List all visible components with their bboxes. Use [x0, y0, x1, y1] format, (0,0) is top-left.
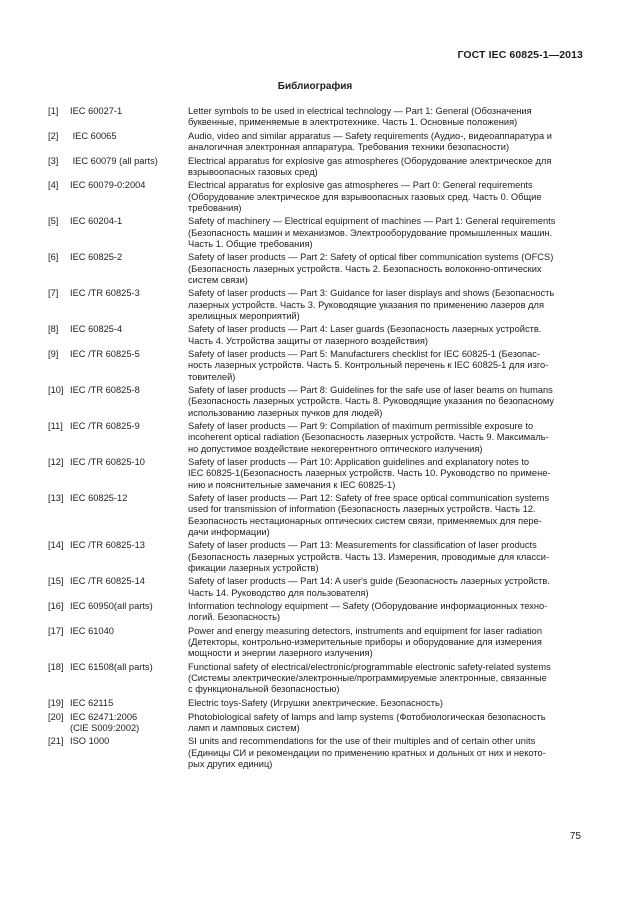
entry-text-line: Safety of laser products — Part 4: Laser guards (Безопасность лазерных устройств.	[188, 324, 542, 335]
entry-text-line: зрелищных мероприятий)	[188, 310, 300, 321]
bibliography-entry	[48, 712, 584, 734]
entry-code-main: IEC 62471:2006	[70, 711, 138, 722]
entry-text-line: Часть 4. Устройства защиты от лазерного воздействия)	[188, 335, 429, 346]
entry-text-line: Photobiological safety of lamps and lamp systems (Фотобиологическая безопасность	[188, 711, 546, 722]
entry-code-main: ISO 1000	[70, 736, 110, 747]
entry-number: [13]	[48, 493, 64, 504]
entry-text	[188, 698, 584, 709]
entry-text-line: (Безопасность лазерных устройств. Часть 2. Безопасность волоконно-оптических	[188, 263, 542, 274]
entry-code-main: IEC /TR 60825-10	[70, 457, 145, 468]
bibliography-entry	[48, 601, 584, 623]
bibliography-entry	[48, 662, 584, 696]
entry-code-main: IEC 60825-12	[70, 493, 128, 504]
entry-text-line: Safety of laser products — Part 8: Guidelines for the safe use of laser beams on humans	[188, 385, 553, 396]
bibliography-entry	[48, 216, 584, 250]
entry-code-main: IEC 60079 (all parts)	[70, 155, 158, 166]
bibliography-entry	[48, 349, 584, 383]
entry-number: [20]	[48, 711, 64, 722]
entry-code	[70, 712, 188, 734]
entry-text	[188, 421, 584, 455]
entry-code	[70, 601, 188, 623]
entry-text-line: Letter symbols to be used in electrical technology — Part 1: General (Обозначения	[188, 106, 532, 116]
entry-text	[188, 252, 584, 286]
entry-text-line: Electrical apparatus for explosive gas atmospheres (Оборудование электрическое для	[188, 155, 552, 166]
entry-text	[188, 626, 584, 660]
entry-text	[188, 180, 584, 214]
bibliography-entry	[48, 626, 584, 660]
entry-code-main: IEC 60079-0:2004	[70, 180, 146, 191]
entry-number: [10]	[48, 385, 64, 396]
entry-text	[188, 349, 584, 383]
entry-code-main: IEC /TR 60825-13	[70, 540, 145, 551]
entry-text-line: буквенные, применяемые в электротехнике. Часть 1. Основные положения)	[188, 117, 518, 128]
entry-text	[188, 576, 584, 598]
entry-text-line: Safety of laser products — Part 9: Compilation of maximum permissible exposure to	[188, 421, 534, 432]
entry-code-main: IEC 60825-2	[70, 252, 123, 263]
entry-text-line: но допустимое воздействие некогерентного оптического излучения)	[188, 443, 483, 454]
entry-text-line: (Безопасность лазерных устройств. Часть 13. Измерения, проводимые для класси-	[188, 551, 550, 562]
entry-text-line: Functional safety of electrical/electronic/programmable electronic safety-related systems	[188, 661, 551, 672]
entry-number: [8]	[48, 324, 59, 335]
entry-text-line: used for transmission of information (Безопасность лазерных устройств. Часть 12.	[188, 504, 536, 515]
page-number: 75	[569, 831, 581, 842]
entry-number: [7]	[48, 288, 59, 299]
bibliography-entry	[48, 156, 584, 178]
entry-text-line: использованию лазерных пучков для людей)	[188, 407, 383, 418]
entry-text-line: логий. Безопасность)	[188, 612, 281, 623]
entry-code-main: IEC 61040	[70, 625, 114, 636]
entry-text-line: Безопасность нестационарных оптических систем связи, применяемых для пере-	[188, 515, 542, 526]
entry-code-main: IEC /TR 60825-8	[70, 385, 140, 396]
bibliography-entry	[48, 180, 584, 214]
entry-text	[188, 662, 584, 696]
entry-number: [11]	[48, 421, 63, 432]
entry-code-main: IEC /TR 60825-5	[70, 349, 140, 360]
entry-number: [16]	[48, 601, 64, 612]
entry-text	[188, 288, 584, 322]
entry-code	[70, 106, 188, 128]
entry-text-line: Safety of machinery — Electrical equipment of machines — Part 1: General requirements	[188, 216, 556, 227]
bibliography-entry	[48, 698, 584, 709]
entry-text-line: мощности и энергии лазерного излучения)	[188, 648, 373, 659]
entry-code-extra: (CIE S009:2002)	[70, 722, 140, 733]
entry-text-line: с функциональной безопасностью)	[188, 684, 340, 695]
entry-text-line: Audio, video and similar apparatus — Safety requirements (Аудио-, видеоаппаратура и	[188, 130, 552, 141]
entry-code	[70, 180, 188, 214]
entry-code	[70, 540, 188, 574]
entry-text-line: ность лазерных устройств. Часть 5. Контрольный перечень к IEC 60825-1 для изго-	[188, 360, 549, 371]
entry-text	[188, 712, 584, 734]
entry-number: [2]	[48, 130, 59, 141]
entry-text-line: рых других единиц)	[188, 758, 273, 769]
entry-text-line: Часть 1. Общие требования)	[188, 238, 313, 249]
entry-code-main: IEC 60950(all parts)	[70, 601, 153, 612]
entry-code	[70, 324, 188, 346]
entry-text-line: Safety of laser products — Part 10: Application guidelines and explanatory notes to	[188, 457, 530, 468]
entry-text	[188, 457, 584, 491]
entry-number: [3]	[48, 155, 59, 166]
entry-text-line: (Системы электрические/электронные/программируемые электронные, связанные	[188, 673, 547, 684]
bibliography-entry	[48, 736, 584, 770]
entry-text-line: Часть 14. Руководство для пользователя)	[188, 587, 369, 598]
entry-text	[188, 493, 584, 538]
entry-text-line: Electric toys-Safety (Игрушки электрические. Безопасность)	[188, 697, 443, 708]
entry-text-line: IEC 60825-1(Безопасность лазерных устройств. Часть 10. Руководство по примене-	[188, 468, 551, 479]
entry-text-line: SI units and recommendations for the use of their multiples and of certain other units	[188, 736, 536, 747]
entry-code	[70, 288, 188, 322]
entry-code	[70, 421, 188, 455]
page-title: Библиография	[277, 81, 353, 92]
entry-number: [14]	[48, 540, 64, 551]
entry-code-main: IEC /TR 60825-9	[70, 421, 140, 432]
entry-number: [6]	[48, 252, 59, 263]
entry-text-line: взрывоопасных газовых сред)	[188, 166, 318, 177]
entry-text-line: дачи информации)	[188, 526, 270, 537]
bibliography-entry	[48, 576, 584, 598]
entry-number: [15]	[48, 576, 64, 587]
entry-code-main: IEC /TR 60825-3	[70, 288, 140, 299]
entry-number: [18]	[48, 661, 64, 672]
entry-text	[188, 540, 584, 574]
bibliography-entry	[48, 252, 584, 286]
entry-text	[188, 131, 584, 153]
entry-code-main: IEC 60204-1	[70, 216, 123, 227]
entry-text-line: (Оборудование электрическое для взрывоопасных газовых сред. Часть 0. Общие	[188, 191, 542, 202]
entry-text	[188, 324, 584, 346]
entry-text-line: (Безопасность лазерных устройств. Часть 8. Руководящие указания по безопасному	[188, 396, 555, 407]
entry-code	[70, 385, 188, 419]
entry-number: [9]	[48, 349, 59, 360]
entry-number: [17]	[48, 625, 64, 636]
entry-text-line: Power and energy measuring detectors, instruments and equipment for laser radiation	[188, 625, 542, 636]
entry-text-line: товителей)	[188, 371, 236, 382]
entry-code-main: IEC 60065	[70, 130, 117, 141]
entry-number: [5]	[48, 216, 59, 227]
document-header: ГОСТ IEC 60825-1—2013	[457, 49, 583, 61]
entry-code	[70, 252, 188, 286]
entry-code-main: IEC 60825-4	[70, 324, 123, 335]
entry-text-line: Safety of laser products — Part 5: Manufacturers checklist for IEC 60825-1 (Безопас-	[188, 349, 540, 360]
bibliography-entry	[48, 131, 584, 153]
entry-code	[70, 626, 188, 660]
entry-text-line: (Безопасность машин и механизмов. Электрооборудование промышленных машин.	[188, 227, 553, 238]
entry-text-line: систем связи)	[188, 274, 248, 285]
entry-text-line: (Единицы СИ и рекомендации по применению кратных и дольных от них и некото-	[188, 747, 546, 758]
entry-text	[188, 106, 584, 128]
entry-code-main: IEC /TR 60825-14	[70, 576, 145, 587]
entry-text-line: Information technology equipment — Safety (Оборудование информационных техно-	[188, 601, 548, 612]
entry-text-line: Electrical apparatus for explosive gas atmospheres — Part 0: General requirements	[188, 180, 533, 191]
entry-text-line: Safety of laser products — Part 12: Safety of free space optical communication systems	[188, 493, 550, 504]
entry-code	[70, 698, 188, 709]
entry-code	[70, 493, 188, 538]
entry-text-line: Safety of laser products — Part 13: Measurements for classification of laser products	[188, 540, 537, 551]
entry-text	[188, 601, 584, 623]
entry-text-line: Safety of laser products — Part 3: Guidance for laser displays and shows (Безопасность	[188, 288, 555, 299]
entry-text	[188, 216, 584, 250]
entry-code	[70, 662, 188, 696]
bibliography-entry	[48, 385, 584, 419]
entry-text-line: ламп и ламповых систем)	[188, 722, 300, 733]
entry-code	[70, 576, 188, 598]
bibliography-entry	[48, 288, 584, 322]
entry-code-main: IEC 60027-1	[70, 106, 123, 116]
bibliography-entry	[48, 324, 584, 346]
entry-text-line: лазерных устройств. Часть 3. Руководящие указания по применению лазеров для	[188, 299, 544, 310]
entry-number: [19]	[48, 697, 64, 708]
bibliography-entry	[48, 421, 584, 455]
entry-code-main: IEC 61508(all parts)	[70, 661, 153, 672]
entry-text-line: фикации лазерных устройств)	[188, 562, 319, 573]
entry-text	[188, 156, 584, 178]
entry-text	[188, 736, 584, 770]
entry-number: [21]	[48, 736, 64, 747]
entry-number: [4]	[48, 180, 59, 191]
entry-number: [12]	[48, 457, 64, 468]
bibliography-entry	[48, 106, 584, 128]
bibliography-entry	[48, 457, 584, 491]
entry-text-line: требования)	[188, 202, 242, 213]
entry-text-line: Safety of laser products — Part 14: A user's guide (Безопасность лазерных устройств.	[188, 576, 550, 587]
bibliography-list	[48, 106, 584, 772]
bibliography-entry	[48, 493, 584, 538]
entry-code	[70, 349, 188, 383]
entry-text-line: (Детекторы, контрольно-измерительные приборы и оборудование для измерения	[188, 637, 542, 648]
entry-code-main: IEC 62115	[70, 697, 114, 708]
entry-code	[70, 131, 188, 153]
entry-code	[70, 736, 188, 770]
entry-text	[188, 385, 584, 419]
entry-text-line: нию и пояснительные замечания к IEC 60825-1)	[188, 479, 396, 490]
entry-code	[70, 457, 188, 491]
bibliography-entry	[48, 540, 584, 574]
entry-text-line: Safety of laser products — Part 2: Safety of optical fiber communication systems (OFCS)	[188, 252, 554, 263]
entry-number: [1]	[48, 106, 59, 116]
entry-code	[70, 156, 188, 178]
entry-text-line: incoherent optical radiation (Безопасность лазерных устройств. Часть 9. Максималь-	[188, 432, 549, 443]
entry-text-line: аналогичная электронная аппаратура. Требования техники безопасности)	[188, 142, 510, 152]
entry-code	[70, 216, 188, 250]
